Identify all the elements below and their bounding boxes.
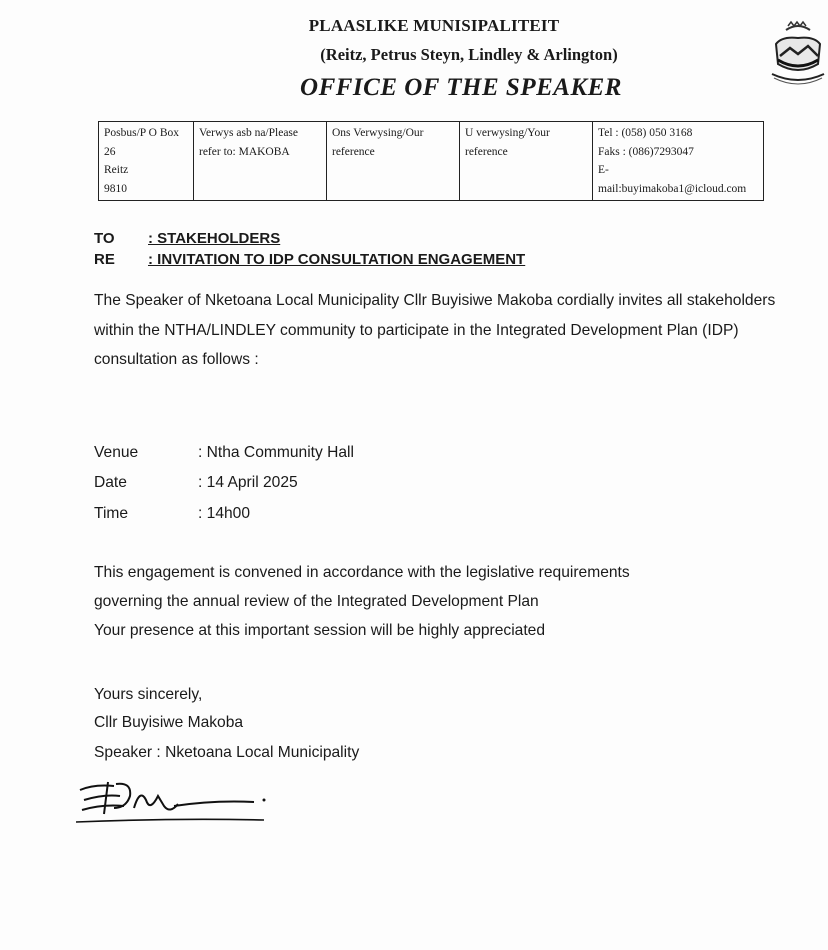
your-reference-cell: U verwysing/Your reference bbox=[460, 122, 593, 201]
signatory-title: Speaker : Nketoana Local Municipality bbox=[94, 744, 360, 761]
municipal-crest-icon bbox=[768, 16, 828, 96]
our-reference-cell: Ons Verwysing/Our reference bbox=[327, 122, 460, 201]
closing-line-1: This engagement is convened in accordance with the legislative requirements bbox=[94, 564, 630, 581]
office-title: OFFICE OF THE SPEAKER bbox=[300, 74, 622, 101]
contact-details-cell: Tel : (058) 050 3168 Faks : (086)7293047 E- mail:buyimakoba1@icloud.com bbox=[593, 122, 764, 201]
handwritten-signature-icon bbox=[74, 778, 274, 830]
to-line: TO : STAKEHOLDERS bbox=[94, 230, 281, 247]
re-line: RE : INVITATION TO IDP CONSULTATION ENGAGEMENT bbox=[94, 251, 526, 268]
reference-table bbox=[98, 121, 764, 201]
municipality-name: PLAASLIKE MUNISIPALITEIT bbox=[308, 16, 560, 35]
refer-to-cell: Verwys asb na/Please refer to: MAKOBA bbox=[194, 122, 327, 201]
intro-paragraph: The Speaker of Nketoana Local Municipality Cllr Buyisiwe Makoba cordially invites all stakeholders within the NTHA/LINDLEY community to participate in the Integrated Development Plan (IDP) consultation as follows : bbox=[94, 292, 776, 368]
closing-line-3: Your presence at this important session will be highly appreciated bbox=[94, 622, 546, 639]
closing-line-2: governing the annual review of the Integrated Development Plan bbox=[94, 593, 539, 610]
venue-row: Venue : Ntha Community Hall bbox=[94, 444, 354, 461]
postal-address-cell: Posbus/P O Box 26 Reitz 9810 bbox=[99, 122, 194, 201]
time-row: Time : 14h00 bbox=[94, 505, 251, 522]
date-row: Date : 14 April 2025 bbox=[94, 474, 298, 491]
signatory-name: Cllr Buyisiwe Makoba bbox=[94, 714, 244, 731]
municipality-towns: (Reitz, Petrus Steyn, Lindley & Arlington) bbox=[320, 45, 618, 64]
salutation: Yours sincerely, bbox=[94, 686, 203, 703]
